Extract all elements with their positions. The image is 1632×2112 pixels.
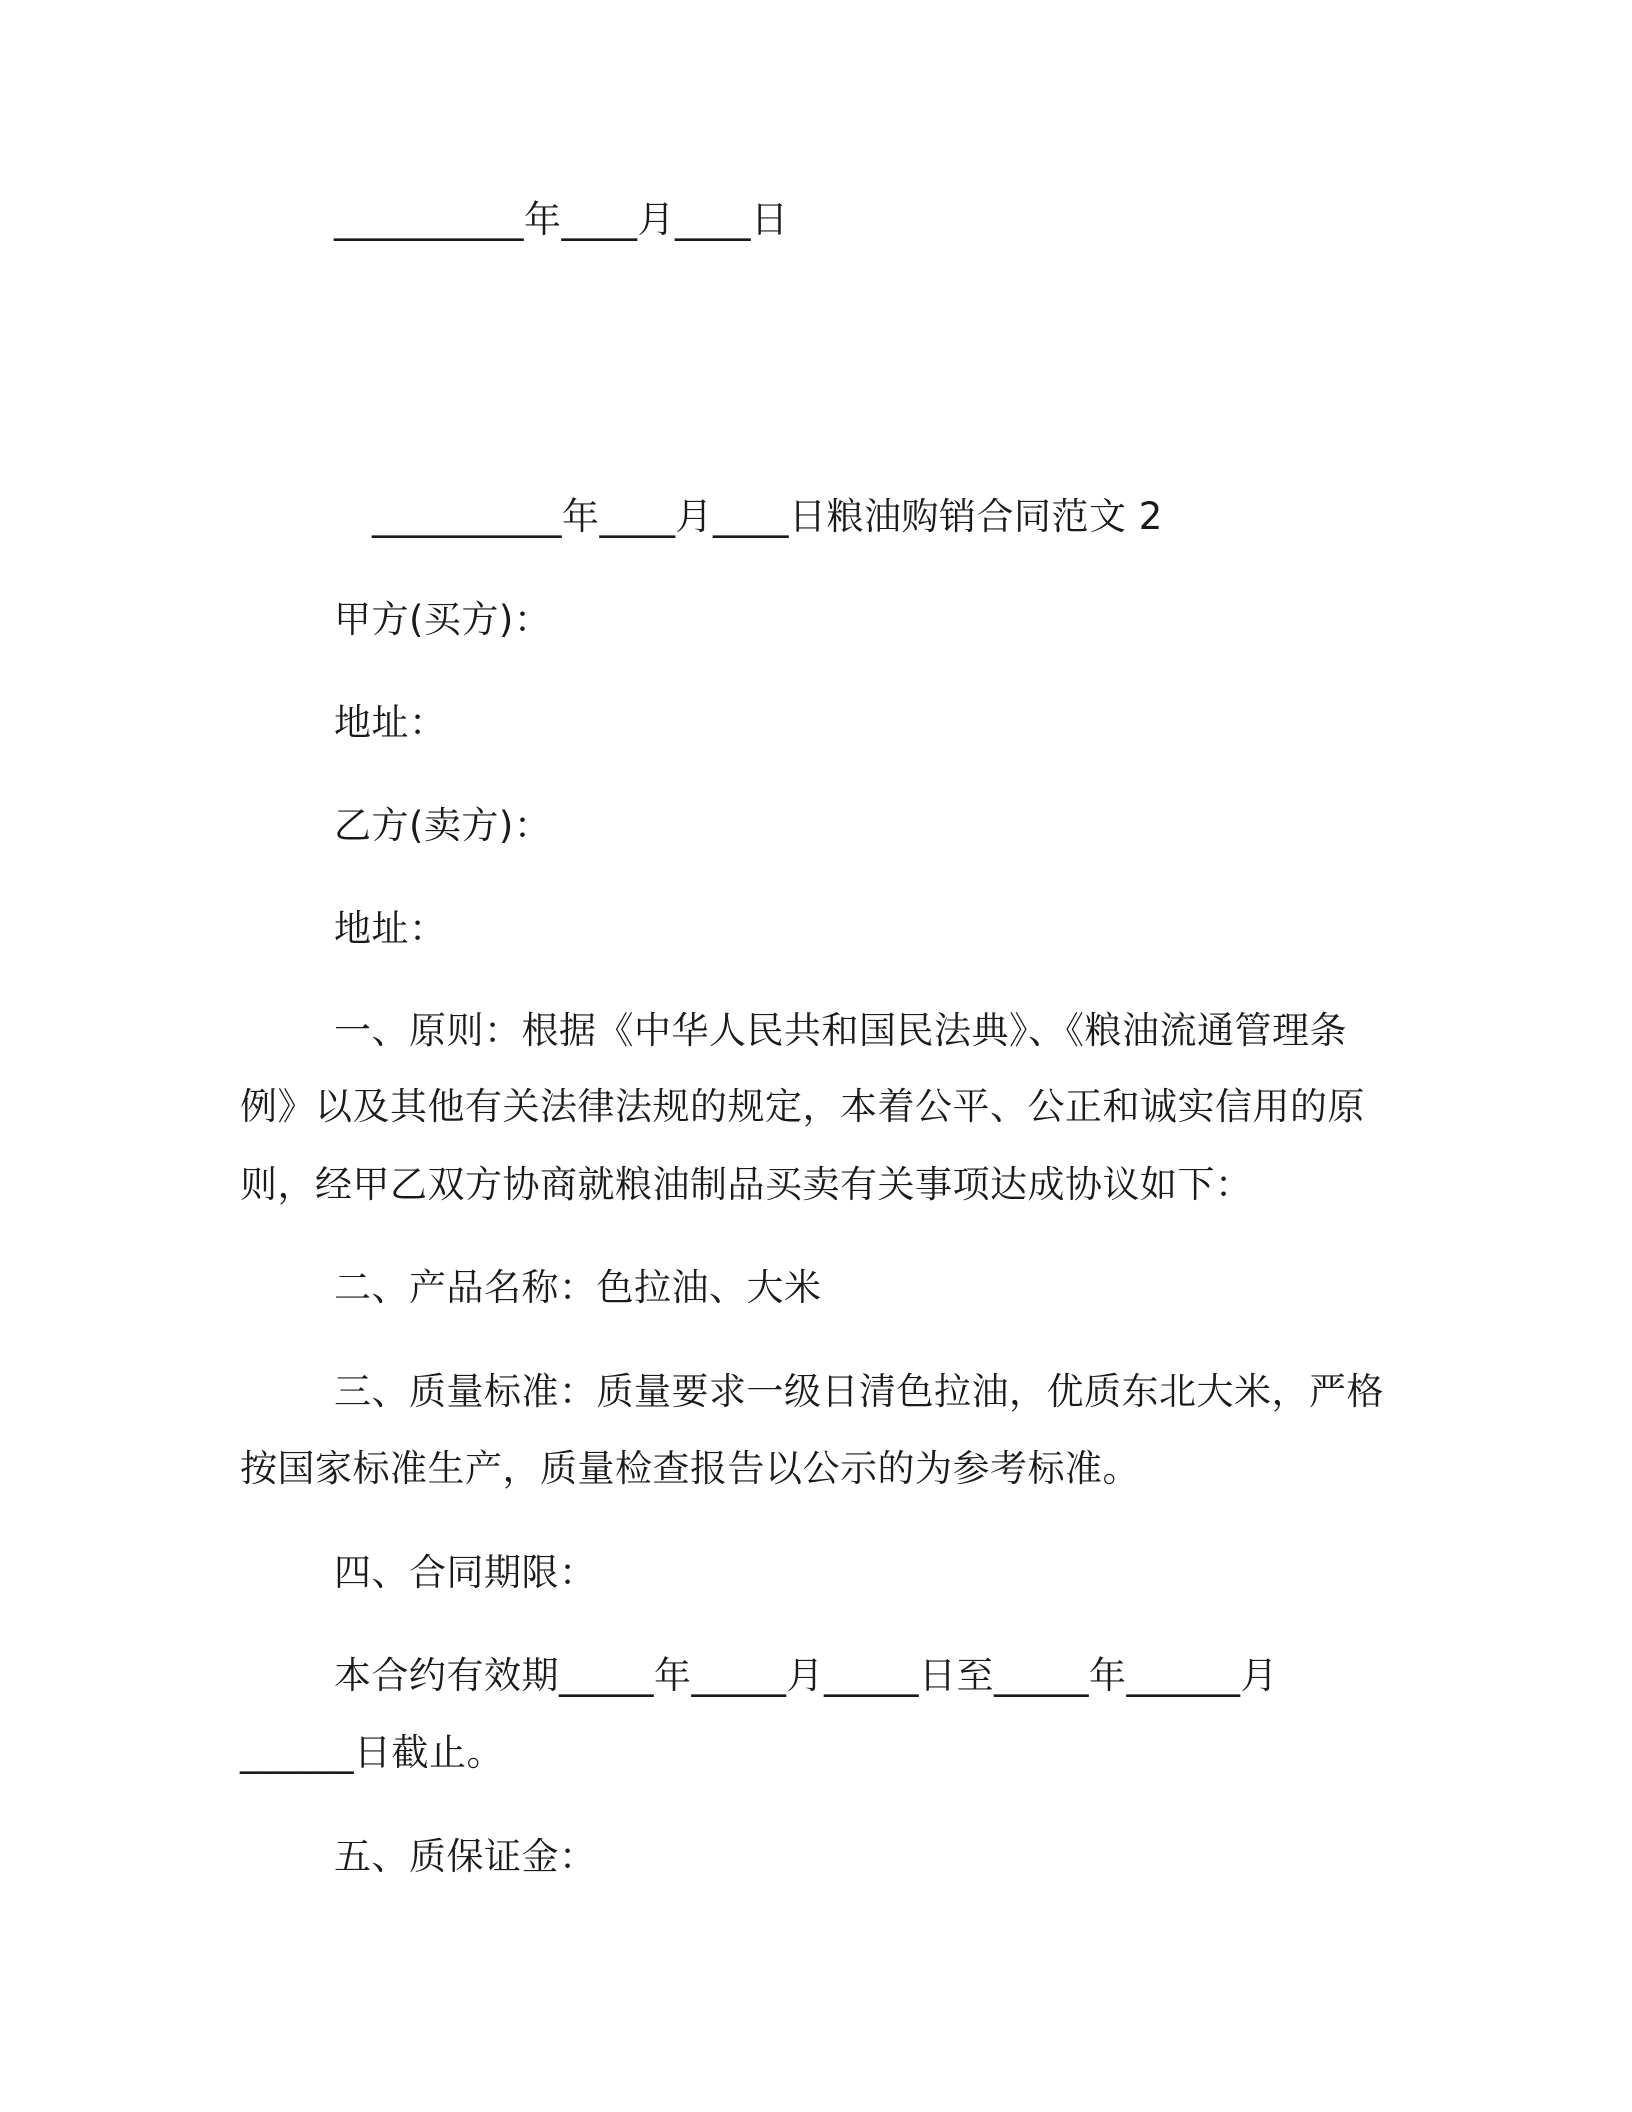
party-b-label: 乙方(卖方)： bbox=[334, 804, 552, 847]
clause-principle-line-1: 一、原则：根据《中华人民共和国民法典》、《粮油流通管理条 bbox=[334, 1009, 1347, 1052]
document-title: __________年____月____日粮油购销合同范文 2 bbox=[372, 495, 1163, 538]
clause-term-heading: 四、合同期限： bbox=[334, 1551, 597, 1594]
date-line: __________年____月____日 bbox=[334, 198, 789, 241]
clause-term-line-1: 本合约有效期_____年_____月_____日至_____年______月 bbox=[334, 1654, 1278, 1697]
party-a-label: 甲方(买方)： bbox=[334, 598, 552, 641]
clause-quality-line-2: 按国家标准生产，质量检查报告以公示的为参考标准。 bbox=[240, 1447, 1140, 1490]
clause-quality-line-1: 三、质量标准：质量要求一级日清色拉油，优质东北大米，严格 bbox=[334, 1370, 1384, 1413]
party-b-address-label: 地址： bbox=[334, 907, 447, 950]
clause-term-line-2: ______日截止。 bbox=[240, 1731, 504, 1774]
clause-product-name: 二、产品名称：色拉油、大米 bbox=[334, 1266, 822, 1309]
clause-principle-line-3: 则，经甲乙双方协商就粮油制品买卖有关事项达成协议如下： bbox=[240, 1163, 1253, 1206]
clause-principle-line-2: 例》以及其他有关法律法规的规定，本着公平、公正和诚实信用的原 bbox=[240, 1085, 1365, 1128]
clause-deposit-heading: 五、质保证金： bbox=[334, 1835, 597, 1878]
party-a-address-label: 地址： bbox=[334, 701, 447, 744]
